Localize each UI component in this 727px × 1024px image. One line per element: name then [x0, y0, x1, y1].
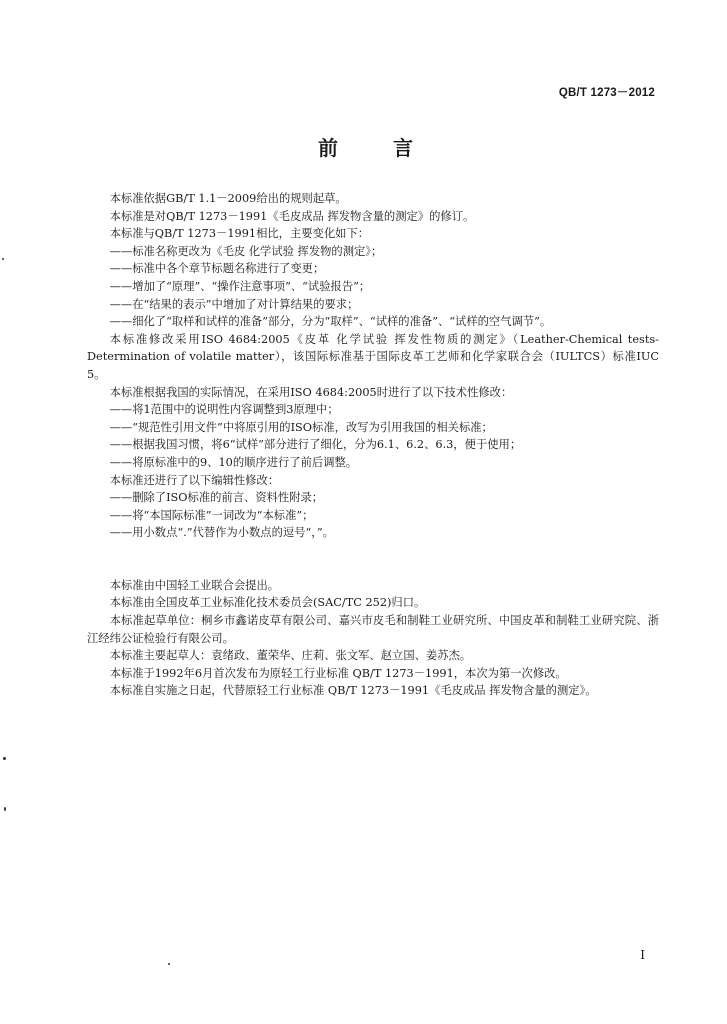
list-item: ——在“结果的表示”中增加了对计算结果的要求；: [109, 297, 359, 311]
list-item: ——删除了ISO标准的前言、资料性附录；: [109, 491, 324, 505]
paragraph: 本标准与QB/T 1273－1991相比，主要变化如下：: [109, 227, 370, 241]
document-body: [87, 190, 659, 700]
page-title: 前 言: [318, 136, 437, 160]
paragraph: 本标准由中国轻工业联合会提出。: [109, 578, 280, 592]
paragraph: 本标准于1992年6月首次发布为原轻工行业标准 QB/T 1273－1991，本次为第一次修改。: [109, 666, 567, 680]
paragraph: 本标准由全国皮革工业标准化技术委员会(SAC/TC 252)归口。: [109, 596, 426, 610]
paragraph: 本标准还进行了以下编辑性修改：: [109, 473, 280, 487]
paragraph: 本标准自实施之日起，代替原轻工行业标准 QB/T 1273－1991《毛皮成品 挥发物含量的测定》。: [109, 684, 597, 698]
page-number: I: [640, 948, 645, 962]
list-item: ——将1范围中的说明性内容调整到3原理中；: [109, 403, 339, 417]
list-item: ——细化了“取样和试样的准备”部分，分为“取样”、“试样的准备”、“试样的空气调节”。: [109, 315, 552, 329]
list-item: ——增加了“原理”、“操作注意事项”、“试验报告”；: [109, 279, 371, 293]
scan-speck: [168, 963, 170, 965]
paragraph: 本标准依据GB/T 1.1－2009给出的规则起草。: [109, 192, 347, 205]
paragraph: 本标准起草单位：桐乡市鑫诺皮草有限公司、嘉兴市皮毛和制鞋工业研究所、中国皮革和制鞋工业研究院、浙江经纬公证检验行有限公司。: [87, 614, 659, 645]
list-item: ——用小数点“.”代替作为小数点的逗号“，”。: [109, 526, 334, 540]
scan-speck: [3, 757, 6, 760]
list-item: ——将“本国际标准”一词改为“本标准”；: [109, 508, 314, 522]
paragraph: 本标准是对QB/T 1273－1991《毛皮成品 挥发物含量的测定》的修订。: [109, 209, 475, 223]
list-item: ——根据我国习惯，将6“试样”部分进行了细化，分为6.1、6.2、6.3，便于使用；: [109, 438, 522, 452]
paragraph: 本标准修改采用ISO 4684:2005《皮革 化学试验 挥发性物质的测定》（Leather-Chemical tests-Determination of volatile matter），该国际标准基于国际皮革工艺师和化学家联合会（IULTCS）标准IUC 5。: [87, 332, 659, 381]
paragraph: 本标准主要起草人：袁绪政、董荣华、庄莉、张文军、赵立国、姜苏杰。: [109, 649, 472, 663]
list-item: ——标准名称更改为《毛皮 化学试验 挥发物的测定》；: [109, 244, 383, 258]
list-item: ——将原标准中的9、10的顺序进行了前后调整。: [109, 455, 358, 469]
list-item: ——标准中各个章节标题名称进行了变更；: [109, 262, 325, 276]
scan-speck: [4, 807, 6, 811]
list-item: ——“规范性引用文件”中将原引用的ISO标准，改写为引用我国的相关标准；: [109, 420, 493, 434]
standard-code: QB/T 1273－2012: [558, 87, 655, 99]
scan-speck: [2, 258, 4, 260]
paragraph: 本标准根据我国的实际情况，在采用ISO 4684:2005时进行了以下技术性修改：: [109, 385, 513, 399]
